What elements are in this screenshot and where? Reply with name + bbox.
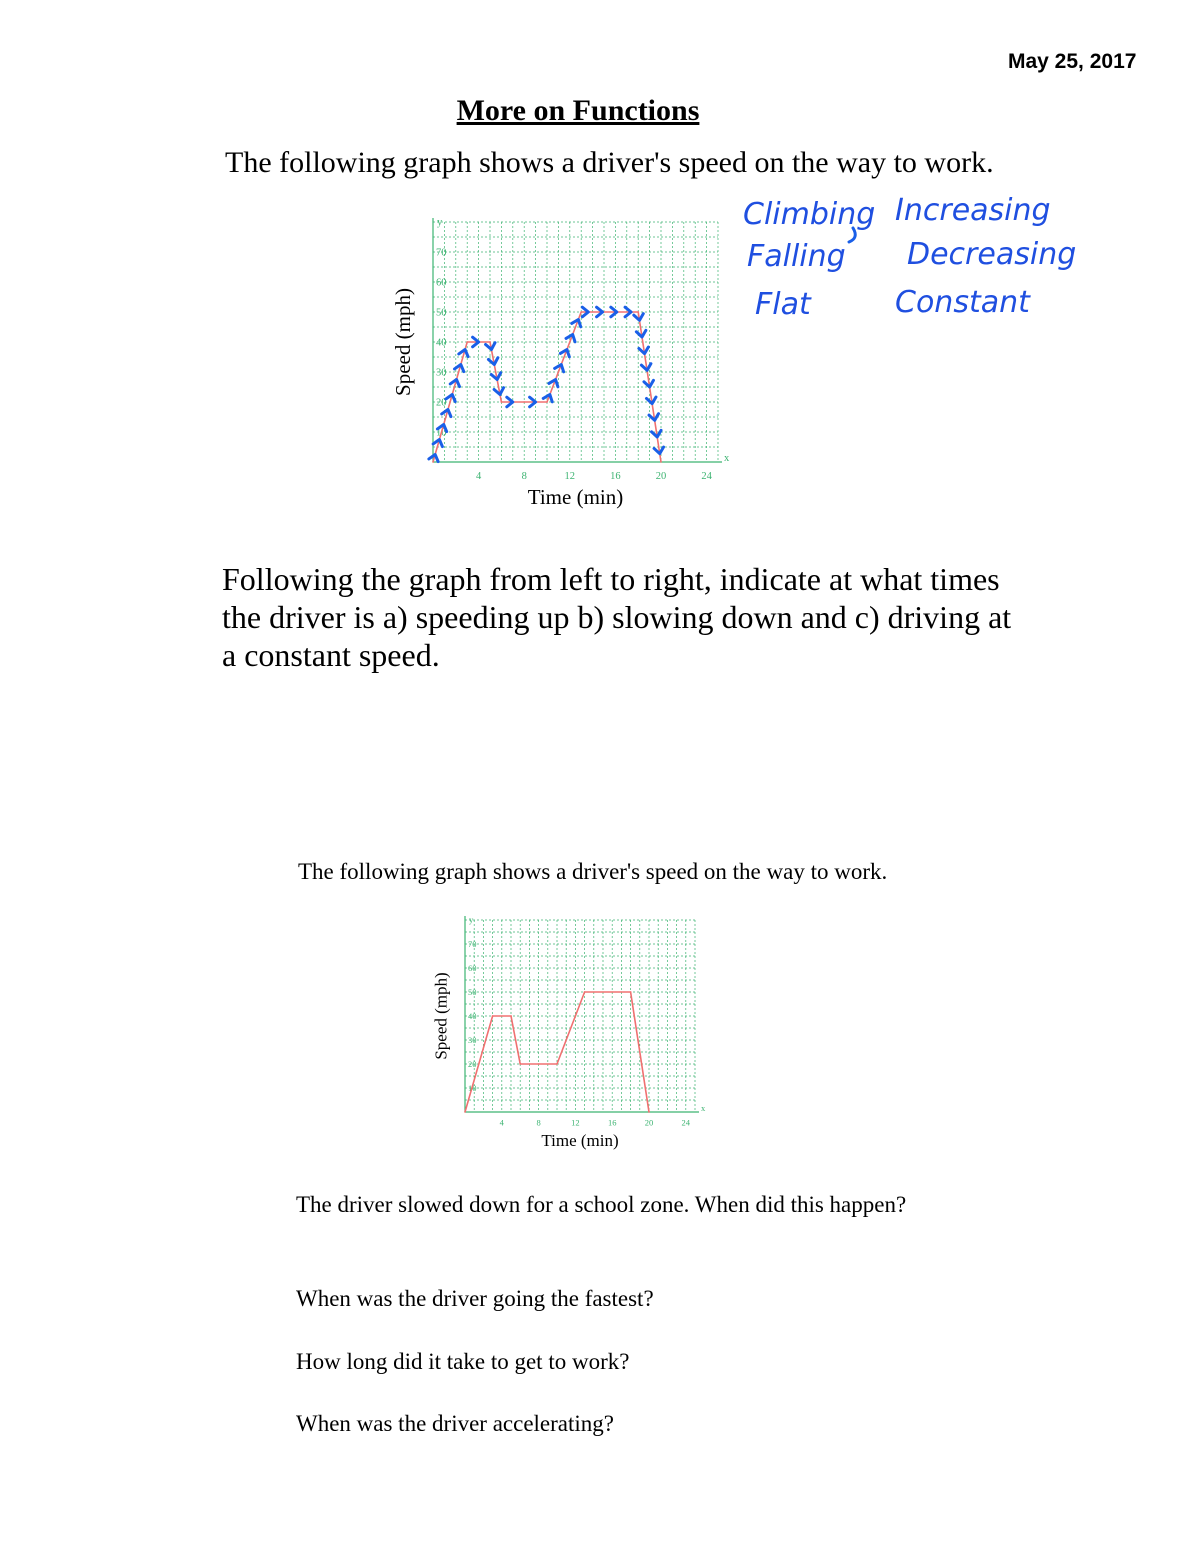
question-fastest: When was the driver going the fastest? (296, 1286, 654, 1311)
data-point (523, 401, 525, 403)
data-point (546, 401, 548, 403)
y-tick-label: 10 (468, 1082, 477, 1093)
y-tick-label: 50 (436, 307, 447, 319)
data-point (510, 1015, 512, 1017)
date: May 25, 2017 (1008, 50, 1137, 73)
y-tick-label: 70 (436, 247, 447, 259)
data-point (466, 341, 468, 343)
note-decreasing: Decreasing (907, 237, 1077, 272)
intro-text: The following graph shows a driver's speed on the way to work. (225, 146, 994, 179)
hand-drawn-arrows (429, 307, 664, 461)
x-tick-label: 12 (571, 1117, 580, 1128)
note-increasing: Increasing (895, 193, 1051, 228)
x-axis-title: Time (min) (527, 485, 624, 509)
y-tick-label: 30 (468, 1034, 477, 1045)
y-axis-letter: y (437, 217, 443, 229)
speed-chart-annotated (390, 212, 730, 512)
data-point (501, 401, 503, 403)
question-accelerating: When was the driver accelerating? (296, 1411, 614, 1436)
x-tick-label: 8 (521, 470, 527, 482)
y-tick-label: 10 (436, 427, 447, 439)
data-point (660, 461, 662, 463)
data-point (584, 991, 586, 993)
data-point (648, 1111, 650, 1113)
data-point (630, 991, 632, 993)
y-axis-letter: y (469, 914, 474, 925)
data-point (464, 1111, 466, 1113)
y-axis-title: Speed (mph) (390, 288, 415, 396)
x-axis-letter: x (724, 453, 730, 464)
y-tick-label: 50 (468, 986, 477, 997)
y-tick-label: 30 (436, 367, 447, 379)
x-tick-label: 20 (644, 1117, 654, 1128)
x-tick-label: 24 (681, 1117, 691, 1128)
x-tick-label: 20 (655, 470, 667, 482)
intro-text-2: The following graph shows a driver's speed on the way to work. (298, 859, 888, 884)
y-axis-title: Speed (mph) (431, 972, 451, 1060)
note-climbing: Climbing (743, 197, 876, 232)
data-point (432, 461, 434, 463)
x-tick-label: 16 (610, 470, 621, 482)
data-point (489, 341, 491, 343)
y-tick-label: 60 (468, 962, 477, 973)
data-point (569, 341, 571, 343)
y-tick-label: 40 (468, 1010, 477, 1021)
note-flat: Flat (755, 287, 811, 322)
x-tick-label: 8 (536, 1117, 541, 1128)
question-speed-intervals: Following the graph from left to right, indicate at what times the driver is a) speeding up b) slowing down and c) driving at a constant speed. (222, 561, 1012, 673)
data-point (580, 311, 582, 313)
x-axis-title: Time (min) (541, 1131, 619, 1150)
x-tick-label: 4 (475, 470, 482, 482)
x-tick-label: 16 (607, 1117, 617, 1128)
y-tick-label: 20 (436, 397, 447, 409)
y-tick-label: 40 (436, 337, 447, 349)
handwritten-notes (735, 190, 1095, 330)
y-tick-label: 60 (436, 277, 447, 289)
y-tick-label: 20 (468, 1058, 477, 1069)
data-point (575, 1015, 577, 1017)
x-tick-label: 4 (499, 1117, 504, 1128)
data-point (538, 1063, 540, 1065)
note-falling: Falling (747, 239, 846, 274)
note-constant: Constant (895, 285, 1030, 320)
data-point (519, 1063, 521, 1065)
x-axis-letter: x (701, 1103, 706, 1113)
data-point (492, 1015, 494, 1017)
data-point (556, 1063, 558, 1065)
page-title: More on Functions (456, 94, 700, 127)
x-tick-label: 12 (564, 470, 576, 482)
x-tick-label: 24 (701, 470, 712, 482)
question-school-zone: The driver slowed down for a school zone. When did this happen? (296, 1192, 907, 1217)
y-tick-label: 70 (468, 938, 477, 949)
question-duration: How long did it take to get to work? (296, 1349, 630, 1374)
data-point (637, 311, 639, 313)
speed-chart (428, 912, 708, 1152)
